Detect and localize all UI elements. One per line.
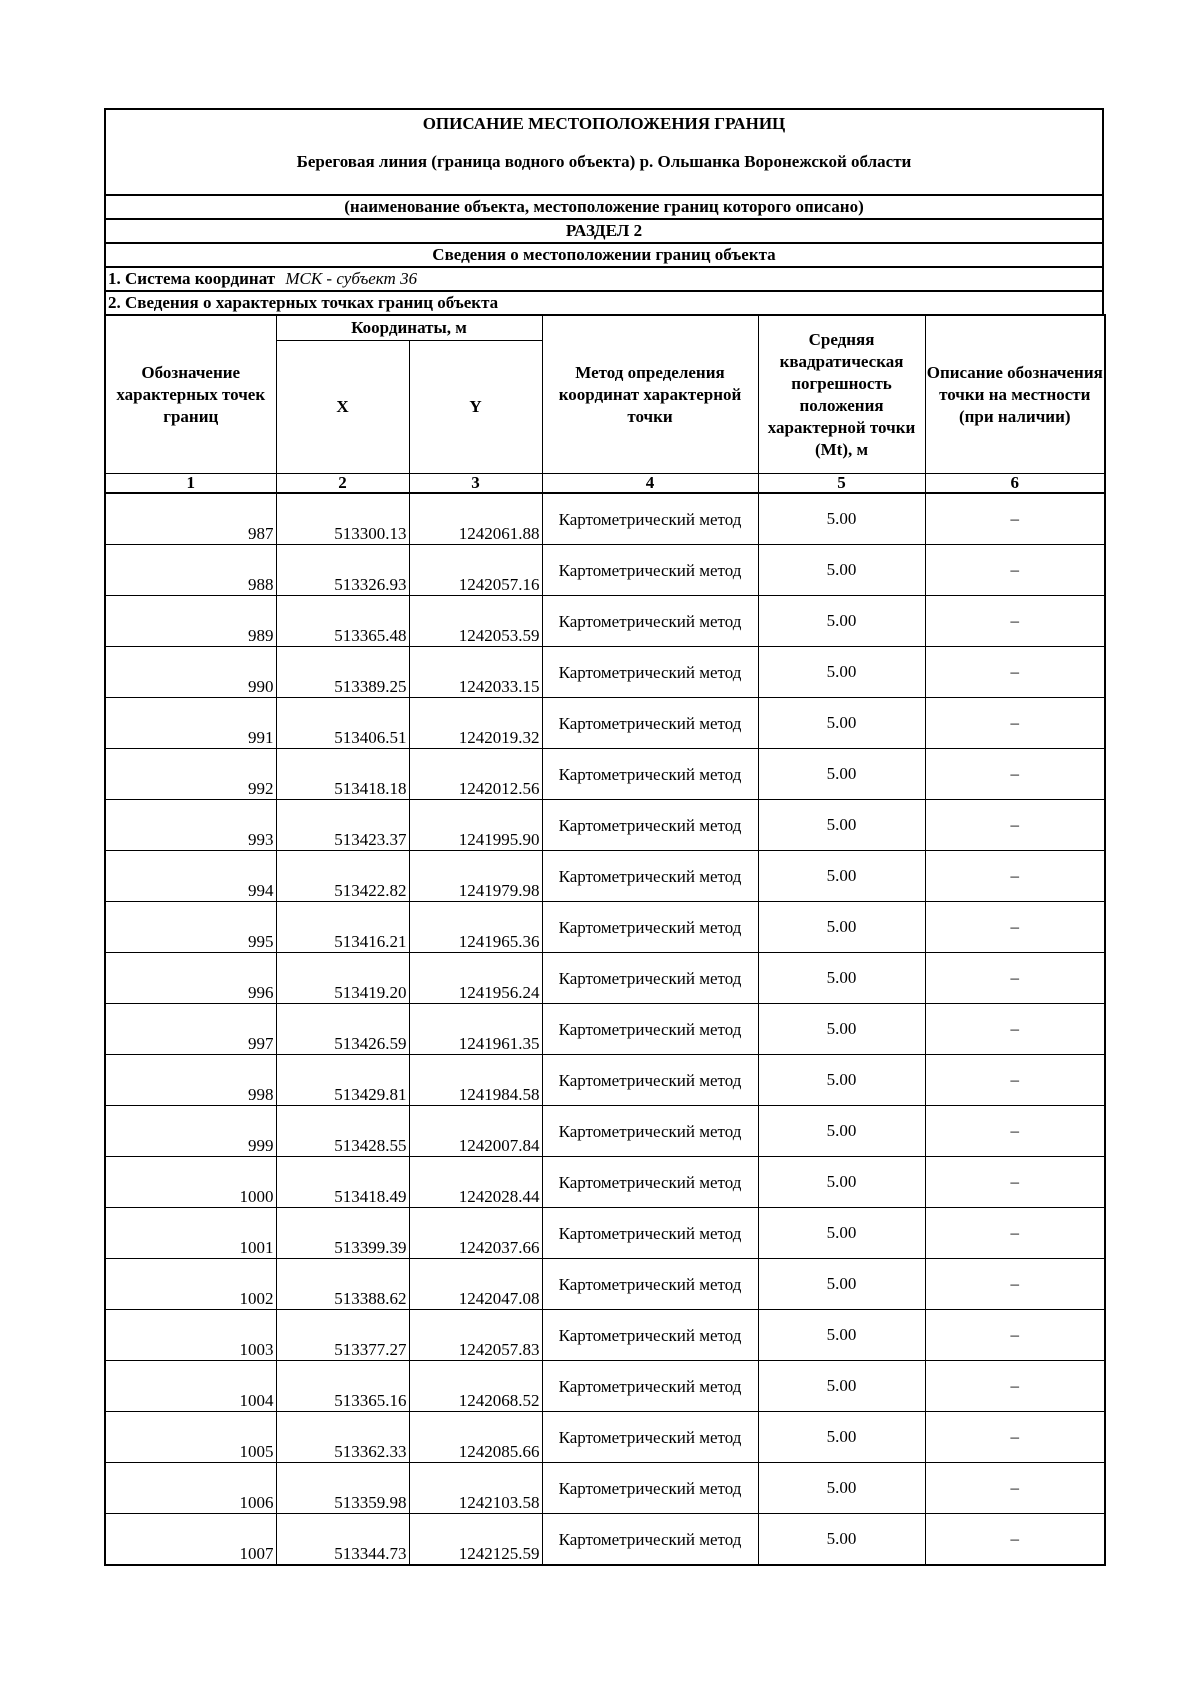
point-id: 997 bbox=[105, 1004, 276, 1055]
coord-x: 513359.98 bbox=[276, 1463, 409, 1514]
table-row bbox=[105, 1310, 1105, 1361]
points-caption: 2. Сведения о характерных точках границ объекта bbox=[105, 291, 1103, 315]
error-value: 5.00 bbox=[758, 545, 925, 596]
table-row bbox=[105, 1055, 1105, 1106]
coord-x: 513429.81 bbox=[276, 1055, 409, 1106]
description: – bbox=[925, 545, 1105, 596]
points-body bbox=[105, 493, 1105, 1565]
method: Картометрический метод bbox=[542, 1055, 758, 1106]
description: – bbox=[925, 1463, 1105, 1514]
coord-y: 1242033.15 bbox=[409, 647, 542, 698]
coord-x: 513389.25 bbox=[276, 647, 409, 698]
point-id: 989 bbox=[105, 596, 276, 647]
point-id: 987 bbox=[105, 493, 276, 545]
coord-x: 513418.49 bbox=[276, 1157, 409, 1208]
coord-x: 513422.82 bbox=[276, 851, 409, 902]
table-row bbox=[105, 902, 1105, 953]
table-row bbox=[105, 545, 1105, 596]
table-row bbox=[105, 1412, 1105, 1463]
description: – bbox=[925, 749, 1105, 800]
error-value: 5.00 bbox=[758, 902, 925, 953]
point-id: 1006 bbox=[105, 1463, 276, 1514]
coord-y: 1242068.52 bbox=[409, 1361, 542, 1412]
col-number: 5 bbox=[758, 474, 925, 494]
error-value: 5.00 bbox=[758, 1157, 925, 1208]
object-name: Береговая линия (граница водного объекта) р. Ольшанка Воронежской области bbox=[296, 152, 912, 171]
table-row bbox=[105, 749, 1105, 800]
description: – bbox=[925, 902, 1105, 953]
description: – bbox=[925, 1514, 1105, 1566]
coord-x: 513365.16 bbox=[276, 1361, 409, 1412]
col-number: 2 bbox=[276, 474, 409, 494]
col-header-point-id: Обозначение характерных точек границ bbox=[105, 315, 276, 474]
description: – bbox=[925, 647, 1105, 698]
coord-y: 1242057.16 bbox=[409, 545, 542, 596]
coord-x: 513426.59 bbox=[276, 1004, 409, 1055]
table-row bbox=[105, 647, 1105, 698]
col-header-y: Y bbox=[409, 341, 542, 474]
method: Картометрический метод bbox=[542, 749, 758, 800]
coord-y: 1241965.36 bbox=[409, 902, 542, 953]
method: Картометрический метод bbox=[542, 1463, 758, 1514]
error-value: 5.00 bbox=[758, 698, 925, 749]
coord-x: 513344.73 bbox=[276, 1514, 409, 1566]
method: Картометрический метод bbox=[542, 1208, 758, 1259]
method: Картометрический метод bbox=[542, 596, 758, 647]
col-number: 3 bbox=[409, 474, 542, 494]
point-id: 998 bbox=[105, 1055, 276, 1106]
description: – bbox=[925, 851, 1105, 902]
col-number: 4 bbox=[542, 474, 758, 494]
method: Картометрический метод bbox=[542, 1412, 758, 1463]
col-number: 1 bbox=[105, 474, 276, 494]
description: – bbox=[925, 1361, 1105, 1412]
object-caption: (наименование объекта, местоположение границ которого описано) bbox=[105, 195, 1103, 219]
coord-y: 1241984.58 bbox=[409, 1055, 542, 1106]
table-row bbox=[105, 1106, 1105, 1157]
description: – bbox=[925, 596, 1105, 647]
description: – bbox=[925, 800, 1105, 851]
coord-x: 513300.13 bbox=[276, 493, 409, 545]
description: – bbox=[925, 1208, 1105, 1259]
description: – bbox=[925, 1259, 1105, 1310]
method: Картометрический метод bbox=[542, 1361, 758, 1412]
point-id: 1005 bbox=[105, 1412, 276, 1463]
point-id: 991 bbox=[105, 698, 276, 749]
point-id: 994 bbox=[105, 851, 276, 902]
coord-y: 1242103.58 bbox=[409, 1463, 542, 1514]
point-id: 1000 bbox=[105, 1157, 276, 1208]
method: Картометрический метод bbox=[542, 545, 758, 596]
point-id: 990 bbox=[105, 647, 276, 698]
error-value: 5.00 bbox=[758, 749, 925, 800]
method: Картометрический метод bbox=[542, 953, 758, 1004]
point-id: 995 bbox=[105, 902, 276, 953]
description: – bbox=[925, 1106, 1105, 1157]
point-id: 1003 bbox=[105, 1310, 276, 1361]
point-id: 996 bbox=[105, 953, 276, 1004]
method: Картометрический метод bbox=[542, 800, 758, 851]
error-value: 5.00 bbox=[758, 647, 925, 698]
coord-system-row bbox=[105, 267, 1103, 291]
col-header-description: Описание обозначения точки на местности (при наличии) bbox=[925, 315, 1105, 474]
coord-x: 513423.37 bbox=[276, 800, 409, 851]
description: – bbox=[925, 1412, 1105, 1463]
point-id: 988 bbox=[105, 545, 276, 596]
coord-x: 513388.62 bbox=[276, 1259, 409, 1310]
title-cell bbox=[105, 109, 1103, 195]
description: – bbox=[925, 1157, 1105, 1208]
description: – bbox=[925, 953, 1105, 1004]
point-id: 992 bbox=[105, 749, 276, 800]
method: Картометрический метод bbox=[542, 647, 758, 698]
method: Картометрический метод bbox=[542, 851, 758, 902]
error-value: 5.00 bbox=[758, 1463, 925, 1514]
point-id: 1002 bbox=[105, 1259, 276, 1310]
table-row bbox=[105, 1361, 1105, 1412]
error-value: 5.00 bbox=[758, 1412, 925, 1463]
table-row bbox=[105, 851, 1105, 902]
coord-system-label: 1. Система координат bbox=[108, 269, 276, 288]
coord-y: 1242061.88 bbox=[409, 493, 542, 545]
coord-y: 1242028.44 bbox=[409, 1157, 542, 1208]
coord-y: 1242037.66 bbox=[409, 1208, 542, 1259]
method: Картометрический метод bbox=[542, 1310, 758, 1361]
coord-y: 1242057.83 bbox=[409, 1310, 542, 1361]
method: Картометрический метод bbox=[542, 1157, 758, 1208]
table-row bbox=[105, 1514, 1105, 1566]
description: – bbox=[925, 1310, 1105, 1361]
point-id: 999 bbox=[105, 1106, 276, 1157]
error-value: 5.00 bbox=[758, 1514, 925, 1566]
error-value: 5.00 bbox=[758, 953, 925, 1004]
coord-x: 513419.20 bbox=[276, 953, 409, 1004]
method: Картометрический метод bbox=[542, 1004, 758, 1055]
coord-y: 1242053.59 bbox=[409, 596, 542, 647]
method: Картометрический метод bbox=[542, 1259, 758, 1310]
coord-y: 1242085.66 bbox=[409, 1412, 542, 1463]
coord-x: 513362.33 bbox=[276, 1412, 409, 1463]
coord-x: 513399.39 bbox=[276, 1208, 409, 1259]
description: – bbox=[925, 698, 1105, 749]
coord-y: 1242012.56 bbox=[409, 749, 542, 800]
coord-y: 1241961.35 bbox=[409, 1004, 542, 1055]
error-value: 5.00 bbox=[758, 1055, 925, 1106]
col-header-x: X bbox=[276, 341, 409, 474]
col-header-error: Средняя квадратическая погрешность положения характерной точки (Mt), м bbox=[758, 315, 925, 474]
description: – bbox=[925, 493, 1105, 545]
section-label: РАЗДЕЛ 2 bbox=[105, 219, 1103, 243]
method: Картометрический метод bbox=[542, 1514, 758, 1566]
coord-y: 1241995.90 bbox=[409, 800, 542, 851]
table-row bbox=[105, 1463, 1105, 1514]
point-id: 1007 bbox=[105, 1514, 276, 1566]
point-id: 1001 bbox=[105, 1208, 276, 1259]
method: Картометрический метод bbox=[542, 493, 758, 545]
coord-y: 1242125.59 bbox=[409, 1514, 542, 1566]
table-row bbox=[105, 1004, 1105, 1055]
description: – bbox=[925, 1055, 1105, 1106]
description: – bbox=[925, 1004, 1105, 1055]
method: Картометрический метод bbox=[542, 902, 758, 953]
coord-x: 513416.21 bbox=[276, 902, 409, 953]
method: Картометрический метод bbox=[542, 698, 758, 749]
table-row bbox=[105, 493, 1105, 545]
coord-x: 513326.93 bbox=[276, 545, 409, 596]
coord-y: 1242007.84 bbox=[409, 1106, 542, 1157]
error-value: 5.00 bbox=[758, 1361, 925, 1412]
coord-system-value: МСК - субъект 36 bbox=[285, 269, 418, 288]
section-title: Сведения о местоположении границ объекта bbox=[105, 243, 1103, 267]
error-value: 5.00 bbox=[758, 1106, 925, 1157]
table-row bbox=[105, 1157, 1105, 1208]
table-row bbox=[105, 800, 1105, 851]
col-header-method: Метод определения координат характерной точки bbox=[542, 315, 758, 474]
coord-x: 513418.18 bbox=[276, 749, 409, 800]
error-value: 5.00 bbox=[758, 596, 925, 647]
table-row bbox=[105, 953, 1105, 1004]
column-numbers-row bbox=[105, 474, 1105, 494]
error-value: 5.00 bbox=[758, 493, 925, 545]
col-number: 6 bbox=[925, 474, 1105, 494]
method: Картометрический метод bbox=[542, 1106, 758, 1157]
table-row bbox=[105, 698, 1105, 749]
header-table bbox=[104, 108, 1104, 316]
coord-y: 1241979.98 bbox=[409, 851, 542, 902]
error-value: 5.00 bbox=[758, 800, 925, 851]
error-value: 5.00 bbox=[758, 851, 925, 902]
col-header-coords: Координаты, м bbox=[276, 315, 542, 341]
table-row bbox=[105, 1259, 1105, 1310]
table-row bbox=[105, 1208, 1105, 1259]
document-title: ОПИСАНИЕ МЕСТОПОЛОЖЕНИЯ ГРАНИЦ bbox=[422, 114, 786, 133]
coord-x: 513365.48 bbox=[276, 596, 409, 647]
point-id: 993 bbox=[105, 800, 276, 851]
coord-x: 513406.51 bbox=[276, 698, 409, 749]
table-row bbox=[105, 596, 1105, 647]
error-value: 5.00 bbox=[758, 1310, 925, 1361]
error-value: 5.00 bbox=[758, 1208, 925, 1259]
coord-x: 513377.27 bbox=[276, 1310, 409, 1361]
error-value: 5.00 bbox=[758, 1259, 925, 1310]
coord-x: 513428.55 bbox=[276, 1106, 409, 1157]
coord-y: 1241956.24 bbox=[409, 953, 542, 1004]
points-table bbox=[104, 314, 1106, 1566]
document-page bbox=[104, 108, 1104, 1566]
point-id: 1004 bbox=[105, 1361, 276, 1412]
coord-y: 1242047.08 bbox=[409, 1259, 542, 1310]
coord-y: 1242019.32 bbox=[409, 698, 542, 749]
error-value: 5.00 bbox=[758, 1004, 925, 1055]
